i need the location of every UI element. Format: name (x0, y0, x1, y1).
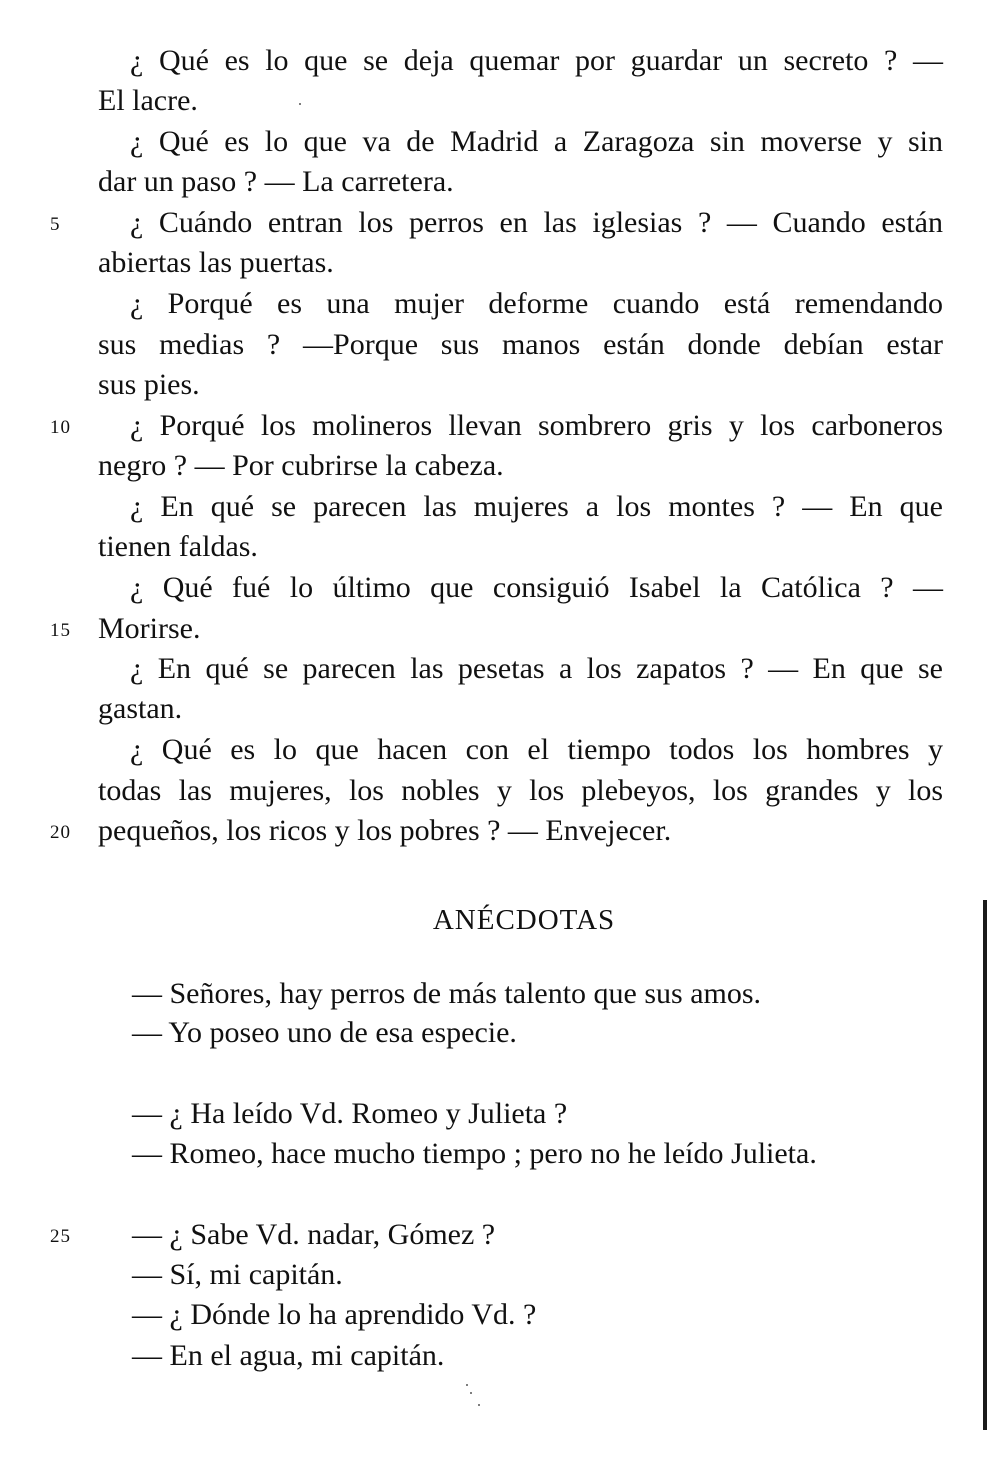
riddle-line: pequeños, los ricos y los pobres ? — Envejecer. (98, 814, 672, 847)
margin-rule (983, 900, 987, 1430)
line-number: 10 (50, 417, 71, 438)
riddle-line: gastan. (98, 692, 183, 725)
scan-speck (299, 103, 301, 105)
dialogue-line: — Romeo, hace mucho tiempo ; pero no he leído Julieta. (132, 1137, 817, 1170)
riddle-line: El lacre. (98, 84, 198, 117)
scan-speck (478, 1404, 480, 1406)
dialogue-line: — Sí, mi capitán. (132, 1258, 343, 1291)
riddle-line: ¿ Porqué los molineros llevan sombrero gris y los carboneros (130, 409, 943, 442)
riddle-line: Morirse. (98, 612, 201, 645)
line-number: 5 (50, 214, 61, 235)
line-number: 25 (50, 1226, 71, 1247)
riddle-line: dar un paso ? — La carretera. (98, 165, 454, 198)
riddle-line: tienen faldas. (98, 530, 258, 563)
riddle-line: ¿ Qué es lo que se deja quemar por guardar un secreto ? — (130, 44, 943, 77)
dialogue-line: — Yo poseo uno de esa especie. (132, 1016, 517, 1049)
riddle-line: ¿ Qué es lo que va de Madrid a Zaragoza sin moverse y sin (130, 125, 943, 158)
riddle-line: ¿ Cuándo entran los perros en las iglesias ? — Cuando están (130, 206, 943, 239)
riddle-line: sus medias ? —Porque sus manos están donde debían estar (98, 328, 943, 361)
riddle-line: ¿ Qué es lo que hacen con el tiempo todos los hombres y (130, 733, 943, 766)
dialogue-line: — Señores, hay perros de más talento que sus amos. (132, 977, 762, 1010)
scan-speck (466, 1384, 468, 1386)
section-heading: ANÉCDOTAS (432, 904, 616, 936)
riddle-line: sus pies. (98, 368, 200, 401)
riddle-line: abiertas las puertas. (98, 246, 334, 279)
scan-speck (470, 1392, 472, 1394)
riddle-line: ¿ Porqué es una mujer deforme cuando está remendando (130, 287, 943, 320)
riddle-line: negro ? — Por cubrirse la cabeza. (98, 449, 504, 482)
riddle-line: ¿ En qué se parecen las pesetas a los zapatos ? — En que se (130, 652, 943, 685)
line-number: 20 (50, 822, 71, 843)
dialogue-line: — ¿ Dónde lo ha aprendido Vd. ? (132, 1298, 537, 1331)
line-number: 15 (50, 620, 71, 641)
riddle-line: ¿ En qué se parecen las mujeres a los montes ? — En que (130, 490, 943, 523)
dialogue-line: — En el agua, mi capitán. (132, 1339, 445, 1372)
riddle-line: todas las mujeres, los nobles y los plebeyos, los grandes y los (98, 774, 943, 807)
dialogue-line: — ¿ Ha leído Vd. Romeo y Julieta ? (132, 1097, 568, 1130)
riddle-line: ¿ Qué fué lo último que consiguió Isabel la Católica ? — (130, 571, 943, 604)
dialogue-line: — ¿ Sabe Vd. nadar, Gómez ? (132, 1218, 496, 1251)
